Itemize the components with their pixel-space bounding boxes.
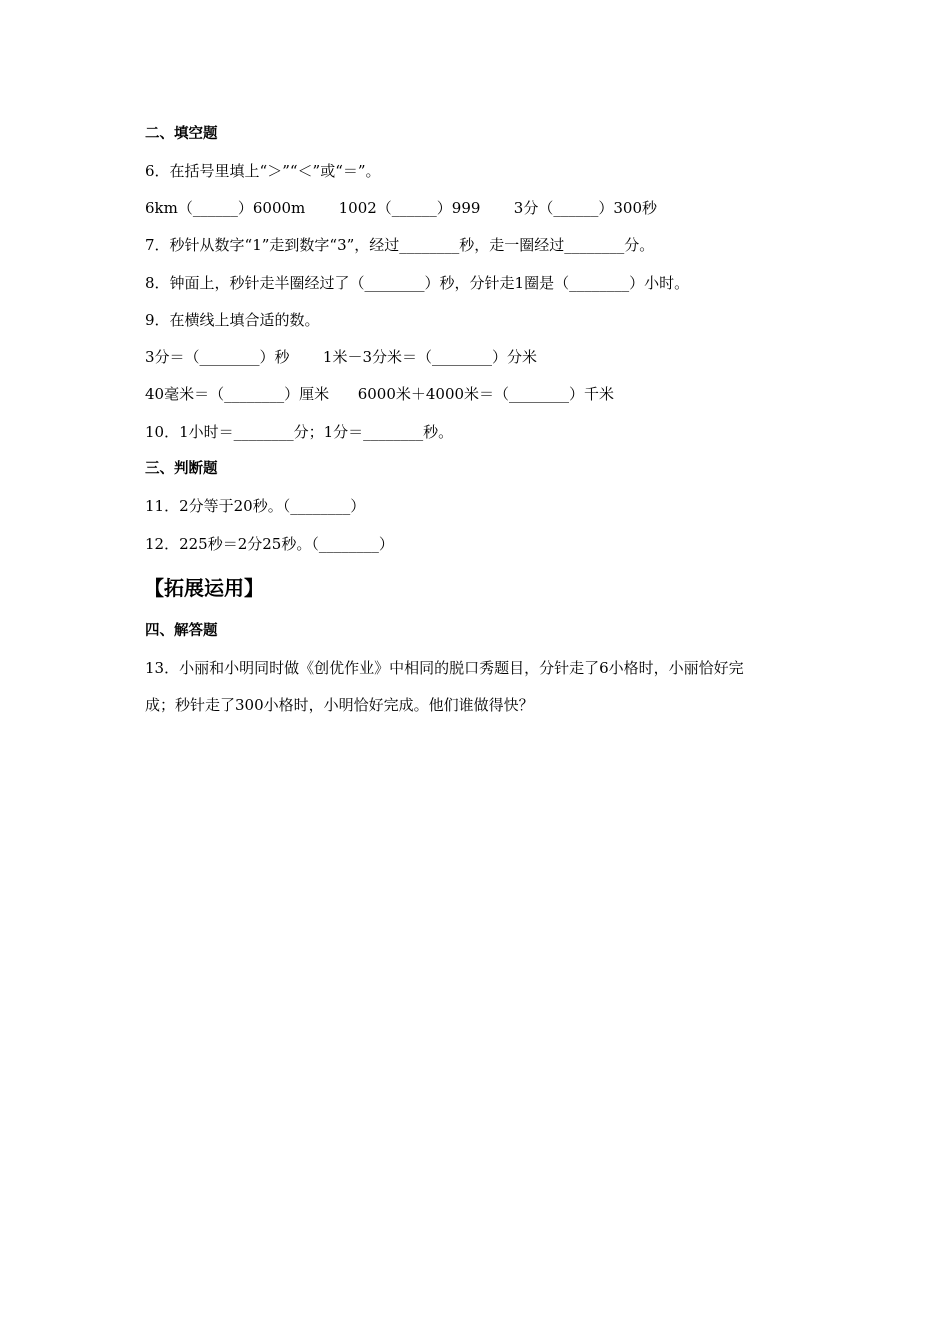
section-heading-fill-blank: 二、填空题	[145, 126, 218, 142]
question-10: 10．1小时＝________分；1分＝________秒。	[145, 423, 454, 441]
question-13-line-1: 13．小丽和小明同时做《创优作业》中相同的脱口秀题目，分针走了6小格时，小丽恰好完	[145, 659, 744, 677]
question-9-prompt: 9．在横线上填合适的数。	[145, 311, 320, 329]
question-7: 7．秒针从数字“1”走到数字“3”，经过________秒，走一圈经过________分。	[145, 236, 655, 254]
question-8: 8．钟面上，秒针走半圈经过了（________）秒，分针走1圈是（________）小时。	[145, 274, 690, 292]
question-12: 12．225秒＝2分25秒。（________）	[145, 535, 394, 553]
section-heading-answer: 四、解答题	[145, 623, 218, 639]
question-13-line-2: 成；秒针走了300小格时，小明恰好完成。他们谁做得快？	[145, 696, 534, 714]
question-6-items: 6km（______）6000m 1002（______）999 3分（______）300秒	[145, 199, 657, 217]
question-6-prompt: 6．在括号里填上“＞”“＜”或“＝”。	[145, 162, 381, 180]
section-heading-judge: 三、判断题	[145, 461, 218, 477]
question-11: 11．2分等于20秒。（________）	[145, 497, 366, 515]
part-title-extend: 【拓展运用】	[144, 576, 264, 600]
question-9-row-1: 3分＝（________）秒 1米－3分米＝（________）分米	[145, 348, 538, 366]
question-9-row-2: 40毫米＝（________）厘米 6000米＋4000米＝（________）千米	[145, 385, 615, 403]
